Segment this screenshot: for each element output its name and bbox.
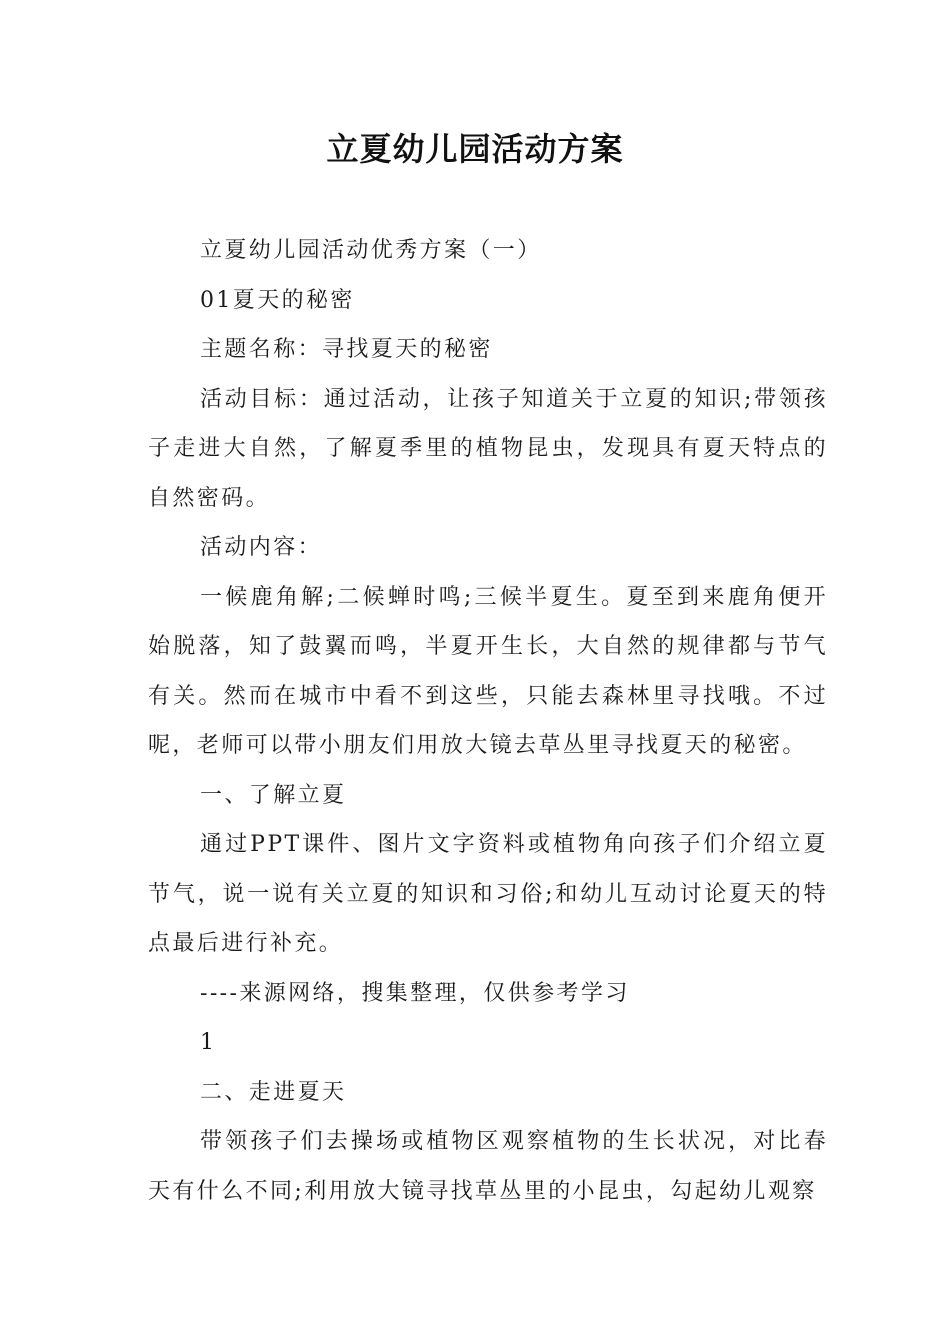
paragraph-heading-understand: 一、了解立夏 — [200, 782, 347, 808]
page-number: 1 — [200, 1030, 217, 1055]
document-body — [148, 226, 828, 1216]
paragraph-theme-name: 主题名称：寻找夏天的秘密 — [200, 337, 493, 362]
paragraph-source-note: ----来源网络，搜集整理，仅供参考学习 — [200, 980, 630, 1006]
paragraph-activity-goal: 活动目标：通过活动，让孩子知道关于立夏的知识;带领孩子走进大自然，了解夏季里的植物昆虫，发现具有夏天特点的自然密码。 — [148, 386, 828, 511]
paragraph-enter-summer-body: 带领孩子们去操场或植物区观察植物的生长状况，对比春天有什么不同;利用放大镜寻找草丛里的小昆虫，勾起幼儿观察 — [148, 1129, 828, 1204]
paragraph-heading-enter-summer: 二、走进夏天 — [200, 1079, 347, 1105]
paragraph-section-01: 01夏天的秘密 — [200, 287, 355, 313]
document-title: 立夏幼儿园活动方案 — [326, 130, 624, 168]
paragraph-understand-body: 通过PPT课件、图片文字资料或植物角向孩子们介绍立夏节气，说一说有关立夏的知识和习俗;和幼儿互动讨论夏天的特点最后进行补充。 — [148, 832, 828, 956]
paragraph-activity-content-label: 活动内容： — [200, 535, 323, 560]
paragraph-plan-heading: 立夏幼儿园活动优秀方案（一） — [200, 238, 542, 263]
paragraph-activity-content: 一候鹿角解;二候蝉时鸣;三候半夏生。夏至到来鹿角便开始脱落，知了鼓翼而鸣，半夏开生长，大自然的规律都与节气有关。然而在城市中看不到这些，只能去森林里寻找哦。不过呢，老师可以带小朋友们用放大镜去草丛里寻找夏天的秘密。 — [148, 584, 828, 758]
